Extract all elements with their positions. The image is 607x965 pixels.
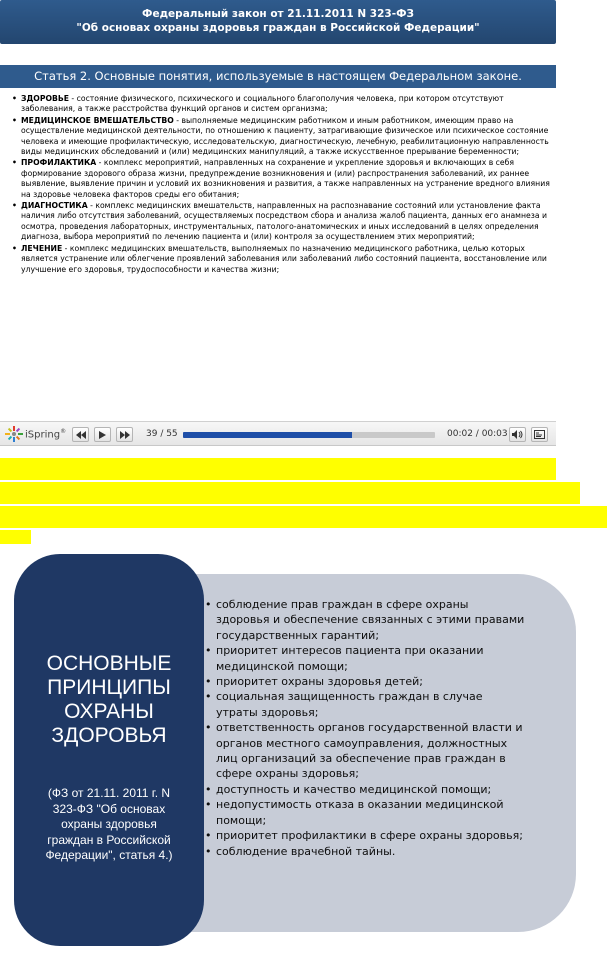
outline-button[interactable] <box>531 427 548 442</box>
highlight-bar <box>0 506 607 528</box>
next-button[interactable] <box>116 427 133 442</box>
definitions-list <box>12 94 560 276</box>
article-heading: Статья 2. Основные понятия, используемые в настоящем Федеральном законе. <box>0 65 556 88</box>
principles-title-panel <box>14 554 204 946</box>
principle-item: • приоритет интересов пациента при оказании медицинской помощи; <box>205 643 525 674</box>
slide2-title-line: ОСНОВНЫЕ <box>46 652 172 675</box>
time-display: 00:02 / 00:03 <box>447 429 508 439</box>
slide-title-line-2: "Об основах охраны здоровья граждан в Российской Федерации" <box>76 22 480 34</box>
highlight-bar <box>0 458 556 480</box>
principle-item: • приоритет профилактики в сфере охраны здоровья; <box>205 828 525 843</box>
outline-icon <box>534 430 545 439</box>
brand-name: iSpring <box>25 429 61 441</box>
definition-term: ЛЕЧЕНИЕ <box>21 243 63 253</box>
definition-term: ЗДОРОВЬЕ <box>21 94 69 103</box>
slide-title-line-1: Федеральный закон от 21.11.2011 N 323-ФЗ <box>142 8 414 20</box>
highlight-bar <box>0 482 580 504</box>
slide2-source-line: Федерации", статья 4.) <box>45 848 173 862</box>
slide2-source <box>14 786 204 864</box>
slide2-source-line: 323-ФЗ "Об основах <box>52 801 166 816</box>
slide2-source-line: граждан в Российской <box>47 832 171 847</box>
principle-item: • недопустимость отказа в оказании медицинской помощи; <box>205 797 525 828</box>
volume-icon <box>512 430 523 439</box>
ispring-logo-icon <box>5 426 23 442</box>
definition-item <box>12 158 560 200</box>
principle-item: • соблюдение прав граждан в сфере охраны здоровья и обеспечение связанных с этими правами государственных гарантий; <box>205 597 525 643</box>
play-button[interactable] <box>94 427 111 442</box>
definition-text: - выполняемые медицинским работником и иным работником, имеющим право на осуществление медицинской деятельности, по отношению к пациенту, затрагивающие физическое или психическое состояние человека и имеющие профилактическую, исследовательскую, диагностическую, лечебную, реабилитационную направленность виды медицинских обследований и (или) медицинских манипуляций, а также искусственное прерывание беременности; <box>21 115 549 157</box>
definition-text: - комплекс медицинских вмешательств, выполняемых по назначению медицинского работника, целью которых является устранение или облегчение проявлений заболевания или заболеваний либо состояний пациента, восстановление или улучшение его здоровья, трудоспособности и качества жизни; <box>21 243 547 274</box>
skip-back-icon <box>76 431 86 439</box>
slide2-title <box>14 652 204 748</box>
principle-item: • приоритет охраны здоровья детей; <box>205 674 525 689</box>
highlight-bar <box>0 530 31 544</box>
slide-title-bar <box>0 0 556 44</box>
principle-item: • ответственность органов государственной власти и органов местного самоуправления, должностных лиц организаций за обеспечение прав граждан в сфере охраны здоровья; <box>205 720 525 782</box>
definition-item <box>12 116 560 158</box>
previous-button[interactable] <box>72 427 89 442</box>
definition-term: ПРОФИЛАКТИКА <box>21 158 97 168</box>
slide2-title-line: ЗДОРОВЬЯ <box>51 724 167 747</box>
slide-counter: 39 / 55 <box>146 429 178 439</box>
definition-term: ДИАГНОСТИКА <box>21 201 88 211</box>
player-bar <box>0 421 556 446</box>
principle-item: • социальная защищенность граждан в случае утраты здоровья; <box>205 689 525 720</box>
skip-forward-icon <box>120 431 130 439</box>
progress-bar[interactable] <box>183 432 435 438</box>
definition-text: - состояние физического, психического и социального благополучия человека, при котором отсутствуют заболевания, а также расстройства функций органов и систем организма; <box>21 94 504 114</box>
definition-item <box>12 244 560 275</box>
principle-item: • соблюдение врачебной тайны. <box>205 844 525 859</box>
slide2-title-line: ПРИНЦИПЫ <box>47 676 171 699</box>
definition-text: - комплекс мероприятий, направленных на сохранение и укрепление здоровья и включающих в себя формирование здорового образа жизни, предупреждение возникновения и (или) распространения заболеваний, их раннее выявление, выявление причин и условий их возникновения и развития, а также направленных на устранение вредного влияния на здоровье человека факторов среды его обитания; <box>21 158 550 199</box>
principle-item: • доступность и качество медицинской помощи; <box>205 782 525 797</box>
slide2-source-line: охраны здоровья <box>61 817 157 831</box>
slide2-source-line: (ФЗ от 21.11. 2011 г. N <box>47 786 171 800</box>
slide2-title-line: ОХРАНЫ <box>64 700 154 723</box>
brand-trademark: ® <box>60 428 67 435</box>
principles-list <box>205 597 525 859</box>
definition-text: - комплекс медицинских вмешательств, направленных на распознавание состояний или установление факта наличия либо отсутствия заболеваний, осуществляемых посредством сбора и анализа жалоб пациента, данных его анамнеза и осмотра, проведения лабораторных, инструментальных, патолого-анатомических и иных исследований в целях определения диагноза, выбора мероприятий по лечению пациента и (или) контроля за осуществлением этих мероприятий; <box>21 201 547 242</box>
progress-fill <box>183 432 352 438</box>
ispring-brand <box>25 428 66 440</box>
definition-item <box>12 94 560 115</box>
definition-term: МЕДИЦИНСКОЕ ВМЕШАТЕЛЬСТВО <box>21 115 174 125</box>
definition-item <box>12 201 560 243</box>
play-icon <box>99 431 106 439</box>
volume-button[interactable] <box>509 427 526 442</box>
